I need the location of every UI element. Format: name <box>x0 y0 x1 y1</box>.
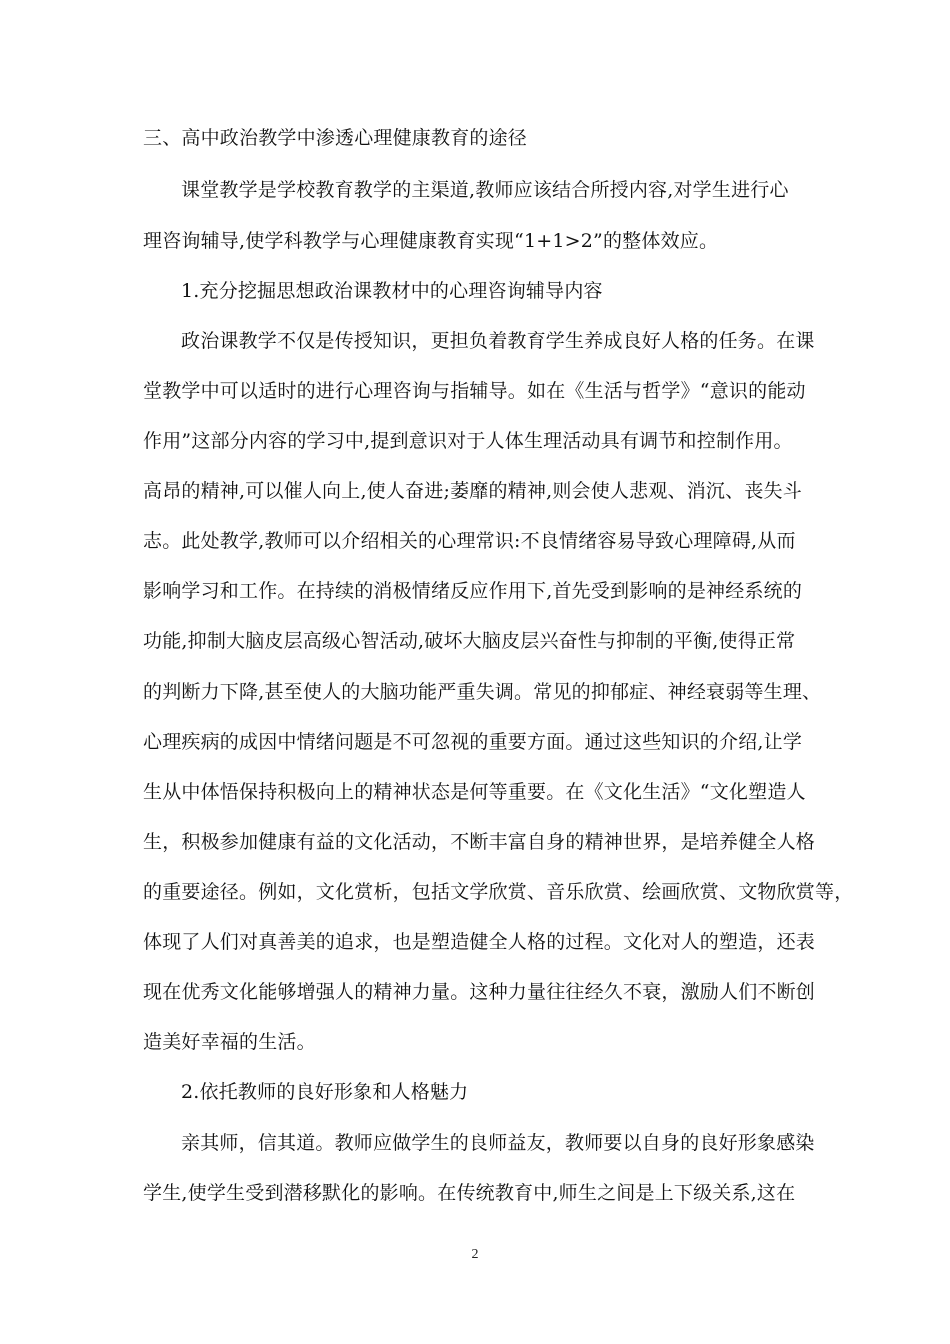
paragraph-line: 体现了人们对真善美的追求，也是塑造健全人格的过程。文化对人的塑造，还表 <box>143 931 816 953</box>
paragraph-line: 心理疾病的成因中情绪问题是不可忽视的重要方面。通过这些知识的介绍,让学 <box>143 731 803 753</box>
paragraph-line: 理咨询辅导,使学科教学与心理健康教育实现“1+1>2”的整体效应。 <box>143 230 719 252</box>
subsection-heading: 1.充分挖掘思想政治课教材中的心理咨询辅导内容 <box>181 280 603 302</box>
paragraph-line: 造美好幸福的生活。 <box>143 1031 316 1053</box>
paragraph-line: 政治课教学不仅是传授知识，更担负着教育学生养成良好人格的任务。在课 <box>181 330 815 352</box>
paragraph-line: 影响学习和工作。在持续的消极情绪反应作用下,首先受到影响的是神经系统的 <box>143 580 803 602</box>
paragraph-line: 课堂教学是学校教育教学的主渠道,教师应该结合所授内容,对学生进行心 <box>181 179 789 201</box>
paragraph-line: 生，积极参加健康有益的文化活动，不断丰富自身的精神世界，是培养健全人格 <box>143 831 816 853</box>
paragraph-line: 作用”这部分内容的学习中,提到意识对于人体生理活动具有调节和控制作用。 <box>143 430 793 452</box>
paragraph-line: 现在优秀文化能够增强人的精神力量。这种力量往往经久不衰，激励人们不断创 <box>143 981 816 1003</box>
paragraph-line: 的判断力下降,甚至使人的大脑功能严重失调。常见的抑郁症、神经衰弱等生理、 <box>143 681 822 703</box>
paragraph-line: 生从中体悟保持积极向上的精神状态是何等重要。在《文化生活》“文化塑造人 <box>143 781 806 803</box>
paragraph-line: 学生,使学生受到潜移默化的影响。在传统教育中,师生之间是上下级关系,这在 <box>143 1182 796 1204</box>
paragraph-line: 的重要途径。例如，文化赏析，包括文学欣赏、音乐欣赏、绘画欣赏、文物欣赏等， <box>143 881 854 903</box>
page-number: 2 <box>471 1247 479 1262</box>
paragraph-line: 功能,抑制大脑皮层高级心智活动,破坏大脑皮层兴奋性与抑制的平衡,使得正常 <box>143 630 796 652</box>
subsection-heading: 2.依托教师的良好形象和人格魅力 <box>181 1081 469 1103</box>
paragraph-line: 堂教学中可以适时的进行心理咨询与指辅导。如在《生活与哲学》“意识的能动 <box>143 380 806 402</box>
paragraph-line: 高昂的精神,可以催人向上,使人奋进;萎靡的精神,则会使人悲观、消沉、丧失斗 <box>143 480 802 502</box>
paragraph-line: 亲其师，信其道。教师应做学生的良师益友，教师要以自身的良好形象感染 <box>181 1132 815 1154</box>
paragraph-line: 志。此处教学,教师可以介绍相关的心理常识:不良情绪容易导致心理障碍,从而 <box>143 530 796 552</box>
section-heading: 三、高中政治教学中渗透心理健康教育的途径 <box>143 127 528 149</box>
